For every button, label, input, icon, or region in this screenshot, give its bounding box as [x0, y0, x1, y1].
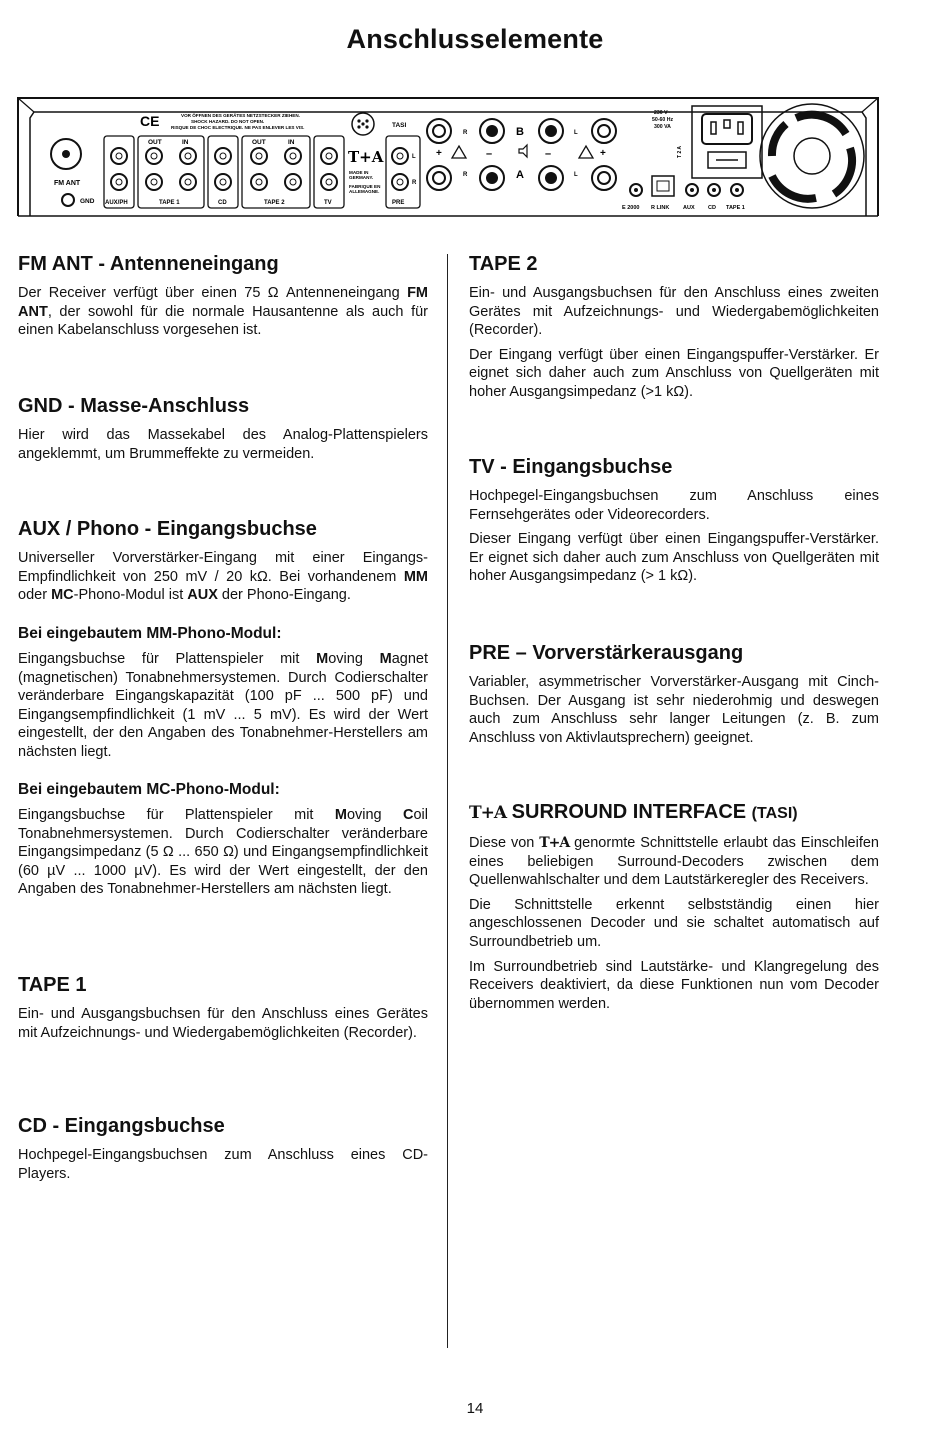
svg-text:50-60 Hz: 50-60 Hz [652, 117, 674, 123]
rear-panel-illustration [16, 94, 880, 218]
text-tasi-2: Die Schnittstelle erkennt selbstständig einen hier angeschlossenen Decoder und sie schaltet automatisch auf Surroundbetrieb um. [469, 896, 879, 950]
section-mc-module [18, 780, 428, 905]
text-tasi-3: Im Surroundbetrieb sind Lautstärke- und Klangregelung des Receivers deaktiviert, da diese Funktionen nun vom Decoder übernommen werden. [469, 958, 879, 1012]
svg-text:R LINK: R LINK [651, 205, 670, 211]
svg-text:R: R [412, 180, 417, 186]
svg-text:RISQUE DE CHOC ELECTRIQUE. NE: RISQUE DE CHOC ELECTRIQUE. NE PAS ENLEVER LES VIS. [171, 125, 305, 130]
fm-ant-jack [51, 139, 81, 187]
warning-text [171, 112, 304, 130]
svg-text:TAPE 1: TAPE 1 [159, 200, 180, 206]
brand-logo-inline: T+A [539, 835, 570, 851]
control-jacks [622, 176, 745, 211]
heading-tv: TV - Eingangsbuchse [469, 456, 673, 478]
svg-text:TV: TV [324, 200, 332, 206]
svg-text:B: B [516, 126, 524, 138]
page-title: Anschlusselemente [346, 24, 604, 54]
text-tasi-1: Diese von T+A genormte Schnittstelle erlaubt das Einschleifen eines beliebigen Surround-Decoders zwischen dem Quellenwahlschalter und dem Lautstärkeregler des Receivers. [469, 835, 879, 889]
svg-text:L: L [574, 172, 578, 178]
text-tv-1: Hochpegel-Eingangsbuchsen zum Anschluss eines Fernsehgerätes oder Videorecorders. [469, 488, 879, 523]
svg-text:+: + [436, 148, 442, 159]
svg-text:E 2000: E 2000 [622, 205, 640, 211]
text-tape1: Ein- und Ausgangsbuchsen für den Anschluss eines Gerätes mit Aufzeichnungs- und Wiedergabemöglichkeiten (Recorder). [18, 1006, 428, 1041]
tape2-jacks [251, 139, 301, 206]
power-rating [652, 110, 673, 130]
svg-text:FABRIQUE EN: FABRIQUE EN [349, 184, 381, 189]
heading-aux-phono: AUX / Phono - Eingangsbuchse [18, 518, 317, 540]
svg-text:+: + [600, 148, 606, 159]
text-tape2-2: Der Eingang verfügt über einen Eingangspuffer-Verstärker. Er eignet sich daher auch zum Anschluss von Quellgeräten mit hoher Ausgangsimpedanz (>1 kΩ). [469, 346, 879, 400]
cd-jacks [215, 148, 231, 206]
section-fm-ant [18, 252, 428, 346]
svg-text:R: R [463, 172, 468, 178]
section-gnd [18, 394, 428, 469]
svg-text:TAPE 1: TAPE 1 [726, 205, 745, 211]
heading-fm-ant: FM ANT - Antenneneingang [18, 253, 279, 275]
svg-text:L: L [574, 130, 578, 136]
svg-text:AUX: AUX [683, 205, 695, 211]
svg-text:GERMANY.: GERMANY. [349, 175, 374, 180]
ce-mark: CE [140, 113, 160, 129]
svg-text:IN: IN [182, 139, 189, 146]
svg-text:VOR ÖFFNEN DES GERÄTES NETZSTE: VOR ÖFFNEN DES GERÄTES NETZSTECKER ZIEHEN. [181, 113, 300, 118]
svg-text:A: A [516, 169, 524, 181]
text-tape2-1: Ein- und Ausgangsbuchsen für den Anschluss eines zweiten Gerätes mit Aufzeichnungs- und Wiedergabemöglichkeiten (Recorder). [469, 285, 879, 339]
text-aux-phono: Universeller Vorverstärker-Eingang mit einer Eingangs-Empfindlichkeit von 250 mV / 20 kΩ. Bei vorhandenem MM oder MC-Phono-Modul ist AUX der Phono-Eingang. [18, 550, 428, 604]
svg-text:R: R [463, 130, 468, 136]
svg-text:CD: CD [708, 205, 716, 211]
svg-text:T+A: T+A [348, 148, 384, 166]
tasi-label: TASI [392, 122, 407, 129]
section-tape2 [469, 252, 879, 408]
svg-text:SHOCK HAZARD. DO NOT OPEN.: SHOCK HAZARD. DO NOT OPEN. [191, 119, 265, 124]
svg-text:300 VA: 300 VA [654, 124, 671, 130]
brand-plate [348, 113, 384, 194]
heading-cd: CD - Eingangsbuchse [18, 1115, 225, 1137]
heading-mc-module: Bei eingebautem MC-Phono-Modul: [18, 781, 280, 798]
section-tasi [469, 800, 879, 1019]
pre-jacks [392, 148, 417, 206]
svg-text:TAPE 2: TAPE 2 [264, 200, 285, 206]
svg-text:OUT: OUT [252, 139, 266, 146]
svg-text:ALLEMAGNE.: ALLEMAGNE. [349, 189, 380, 194]
svg-text:L: L [412, 154, 416, 160]
text-cd: Hochpegel-Eingangsbuchsen zum Anschluss eines CD-Players. [18, 1147, 428, 1182]
text-fm-ant: Der Receiver verfügt über einen 75 Ω Antenneneingang FM ANT, der sowohl für die normale Hausantenne als auch für einen Kabelanschluss vorgesehen ist. [18, 285, 428, 339]
svg-text:AUX/PH: AUX/PH [105, 200, 128, 206]
heading-tape2: TAPE 2 [469, 253, 538, 275]
speaker-terminals [427, 119, 616, 190]
svg-text:GND: GND [80, 198, 95, 205]
section-pre [469, 641, 879, 753]
svg-text:PRE: PRE [392, 200, 405, 206]
svg-text:IN: IN [288, 139, 295, 146]
text-gnd: Hier wird das Massekabel des Analog-Plattenspielers angeklemmt, um Brummeffekte zu vermeiden. [18, 427, 428, 462]
heading-tasi: T+A SURROUND INTERFACE (TASI) [469, 801, 798, 823]
section-mm-module [18, 624, 428, 768]
svg-text:MADE IN: MADE IN [349, 170, 369, 175]
section-tape1 [18, 973, 428, 1048]
section-cd [18, 1114, 428, 1189]
heading-mm-module: Bei eingebautem MM-Phono-Modul: [18, 625, 282, 642]
tape1-jacks [146, 139, 196, 206]
heading-pre: PRE – Vorverstärkerausgang [469, 642, 744, 664]
text-mm-module: Eingangsbuchse für Plattenspieler mit Moving Magnet (magnetischen) Tonabnehmersystemen. Durch Codierschalter veränderbare Eingangskapazität (100 pF ... 500 pF) und Eingangsempfindlichkeit (1 mV ... 5 mV). Es wird der Wert eingestellt, der den Angaben des Tonabnehmer-Herstellers am nächsten liegt. [18, 651, 428, 760]
svg-text:–: – [545, 148, 552, 160]
section-aux-phono [18, 517, 428, 611]
svg-text:OUT: OUT [148, 139, 162, 146]
svg-text:CD: CD [218, 200, 227, 206]
heading-tape1: TAPE 1 [18, 974, 87, 996]
text-tv-2: Dieser Eingang verfügt über einen Eingangspuffer-Verstärker. Er eignet sich daher auch zum Anschluss von Quellgeräten mit hoher Ausgangsimpedanz (> 1 kΩ). [469, 531, 879, 585]
aux-ph-jacks [105, 148, 128, 206]
svg-text:230 V~: 230 V~ [654, 110, 671, 116]
tv-jacks [321, 148, 337, 206]
svg-text:–: – [486, 148, 493, 160]
fan-grille [760, 104, 864, 208]
text-pre: Variabler, asymmetrischer Vorverstärker-Ausgang mit Cinch-Buchsen. Der Ausgang ist sehr niederohmig und deswegen auch zum Anschluss sehr langer Leitungen (z. B. zum Anschluss von Aktivlautsprechern) geeignet. [469, 674, 879, 746]
page-number: 14 [466, 1400, 484, 1417]
svg-text:T 2 A: T 2 A [677, 145, 683, 158]
heading-gnd: GND - Masse-Anschluss [18, 395, 250, 417]
text-mc-module: Eingangsbuchse für Plattenspieler mit Moving Coil Tonabnehmersystemen. Durch Codierschalter veränderbare Eingangsimpedanz (5 Ω ... 650 Ω) und Eingangsempfindlichkeit (60 µV ... 1000 µV). Es wird der Wert eingestellt, der den Angaben des Tonabnehmer-Herstellers am nächsten liegt. [18, 807, 428, 898]
svg-text:FM ANT: FM ANT [54, 180, 81, 187]
brand-logo: T+A [469, 803, 507, 823]
gnd-terminal [62, 194, 95, 206]
column-divider [447, 254, 448, 1348]
mains-socket [677, 106, 762, 178]
section-tv [469, 455, 879, 592]
